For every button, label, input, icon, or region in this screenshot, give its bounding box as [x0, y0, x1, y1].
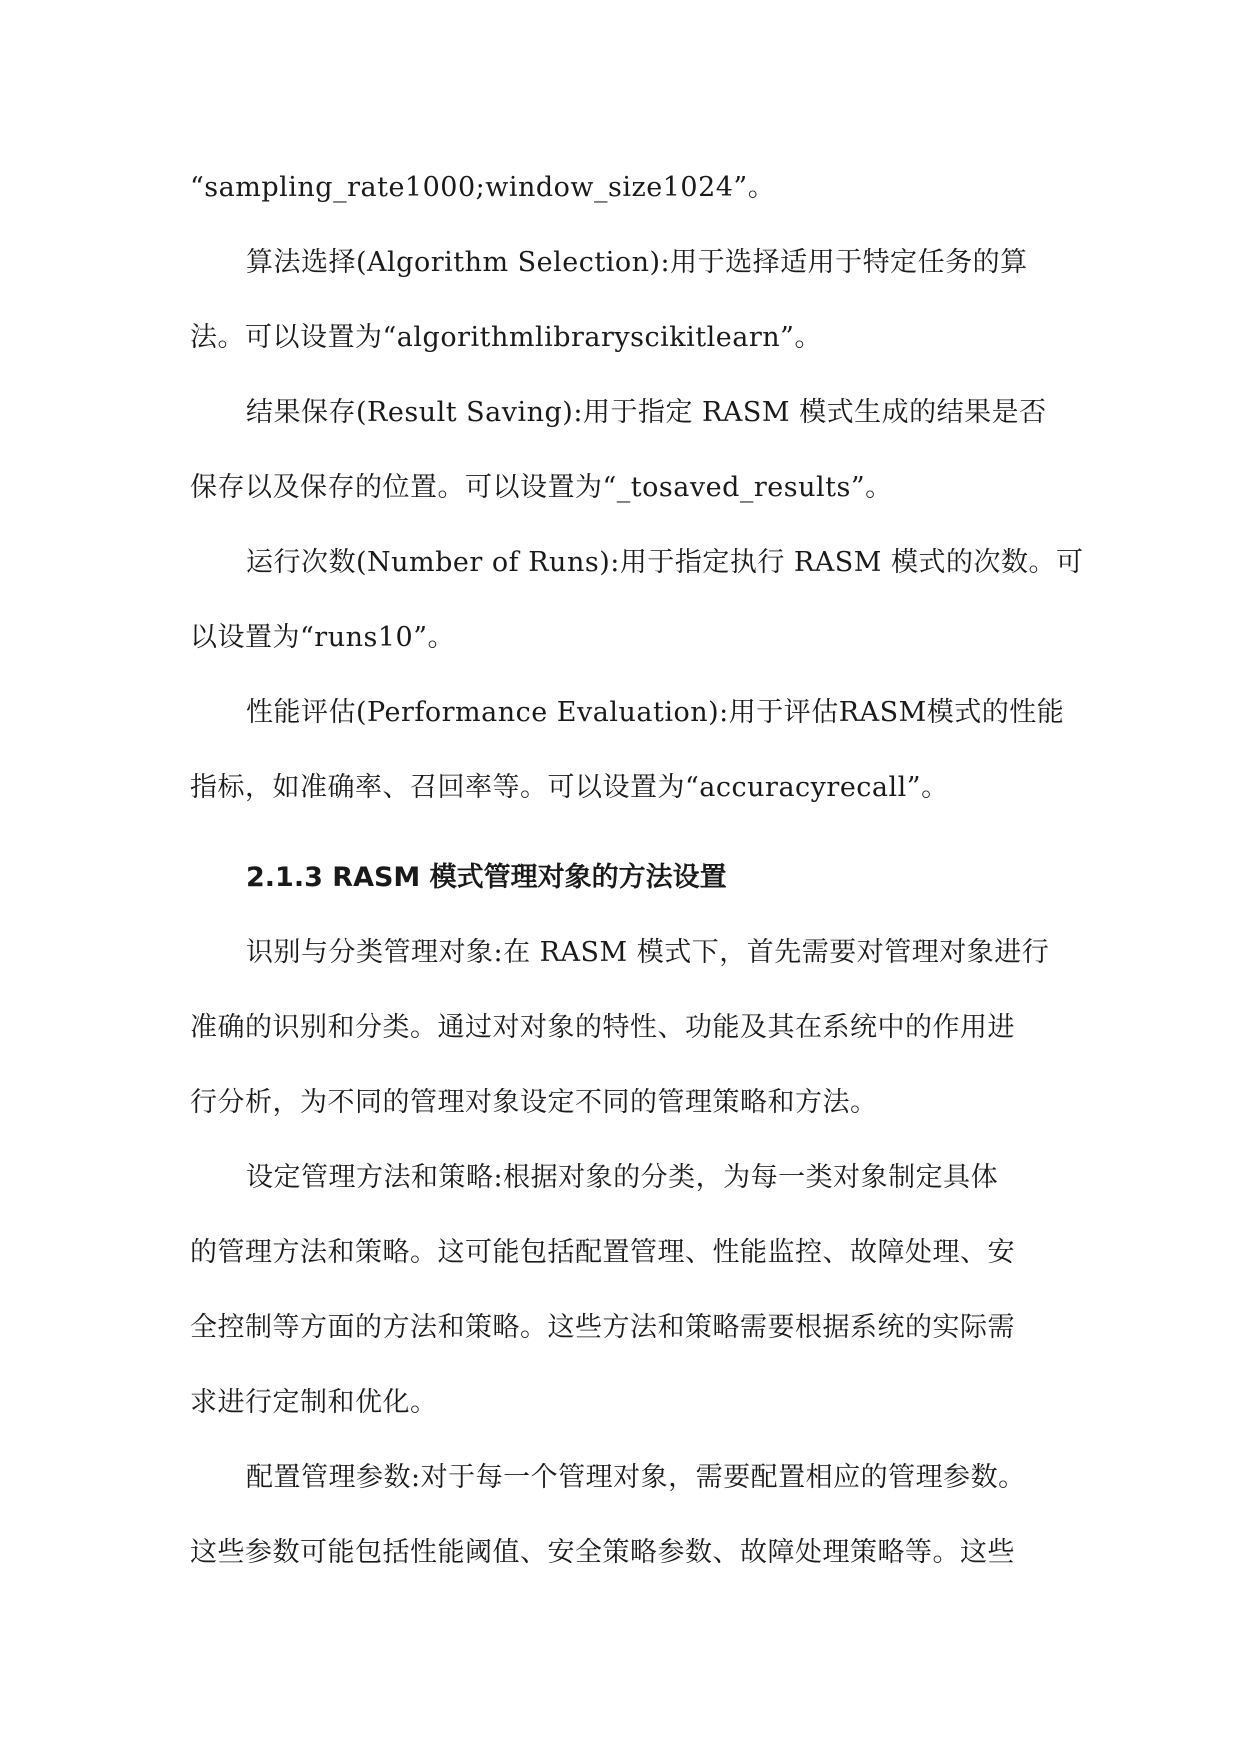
text-line: 结果保存(Result Saving):用于指定 RASM 模式生成的结果是否 — [246, 397, 1047, 428]
paragraphs-before-heading — [190, 150, 1084, 825]
text-line: 设定管理方法和策略:根据对象的分类，为每一类对象制定具体 — [246, 1162, 999, 1193]
paragraph — [190, 1140, 1070, 1440]
paragraphs-after-heading — [190, 915, 1070, 1590]
text-line: 识别与分类管理对象:在 RASM 模式下，首先需要对管理对象进行 — [246, 937, 1050, 968]
document-page — [190, 150, 1084, 1590]
text-line: 以设置为“runs10”。 — [190, 622, 456, 653]
section-heading: 2.1.3 RASM 模式管理对象的方法设置 — [246, 862, 727, 893]
paragraph — [190, 675, 1070, 825]
text-line: 的管理方法和策略。这可能包括配置管理、性能监控、故障处理、安 — [190, 1237, 1015, 1268]
paragraph — [190, 525, 1084, 675]
text-line: 准确的识别和分类。通过对对象的特性、功能及其在系统中的作用进 — [190, 1012, 1015, 1043]
text-line: 运行次数(Number of Runs):用于指定执行 RASM 模式的次数。可 — [246, 547, 1084, 578]
text-line: 这些参数可能包括性能阈值、安全策略参数、故障处理策略等。这些 — [190, 1537, 1015, 1568]
paragraph — [190, 375, 1070, 525]
text-line: 行分析，为不同的管理对象设定不同的管理策略和方法。 — [190, 1087, 878, 1118]
text-line: 配置管理参数:对于每一个管理对象，需要配置相应的管理参数。 — [246, 1462, 1026, 1493]
text-line: 法。可以设置为“algorithmlibraryscikitlearn”。 — [190, 322, 822, 353]
text-line: 指标，如准确率、召回率等。可以设置为“accuracyrecall”。 — [190, 772, 949, 803]
text-line: 全控制等方面的方法和策略。这些方法和策略需要根据系统的实际需 — [190, 1312, 1015, 1343]
text-line: 性能评估(Performance Evaluation):用于评估RASM模式的性能 — [246, 697, 1065, 728]
text-line: “sampling_rate1000;window_size1024”。 — [190, 172, 776, 203]
paragraph — [190, 150, 1070, 225]
paragraph — [190, 225, 1070, 375]
paragraph — [190, 1440, 1070, 1590]
text-line: 求进行定制和优化。 — [190, 1387, 438, 1418]
text-line: 保存以及保存的位置。可以设置为“_tosaved_results”。 — [190, 472, 893, 503]
paragraph — [190, 915, 1070, 1140]
text-line: 算法选择(Algorithm Selection):用于选择适用于特定任务的算 — [246, 247, 1028, 278]
